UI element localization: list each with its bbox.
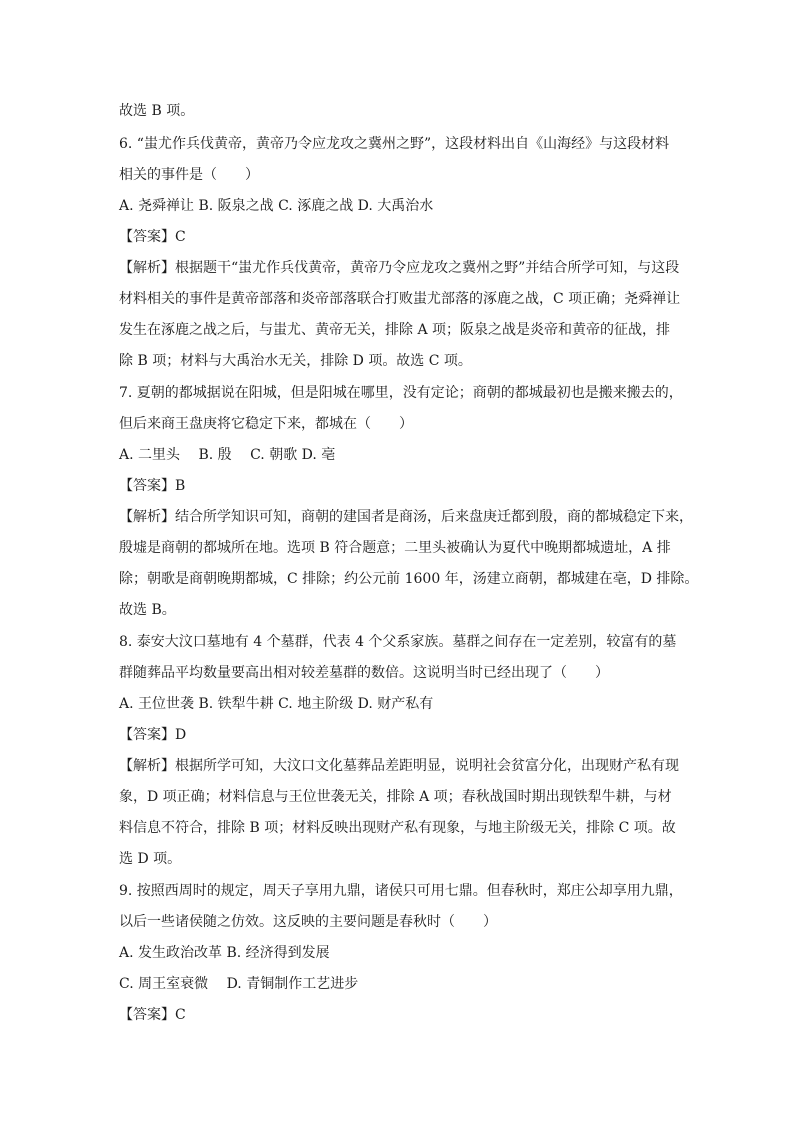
question-7-answer: 【答案】B — [119, 478, 186, 494]
question-6-analysis-line-1: 【解析】根据题干“蚩尤作兵伐黄帝，黄帝乃令应龙攻之冀州之野”并结合所学可知，与这段 — [119, 260, 680, 276]
question-9-options-line-1: A. 发生政治改革 B. 经济得到发展 — [119, 945, 330, 961]
question-7-stem-line-1: 7. 夏朝的都城据说在阳城，但是阳城在哪里，没有定论；商朝的都城最初也是搬来搬去的， — [119, 385, 683, 401]
question-7-analysis-line-1: 【解析】结合所学知识可知，商朝的建国者是商汤，后来盘庚迁都到殷，商的都城稳定下来， — [119, 509, 693, 525]
question-6-stem-line-2: 相关的事件是（ ） — [119, 167, 259, 183]
question-6-answer: 【答案】C — [119, 229, 186, 245]
question-8-analysis-line-4: 选 D 项。 — [119, 851, 182, 867]
question-8-options: A. 王位世袭 B. 铁犁牛耕 C. 地主阶级 D. 财产私有 — [119, 696, 434, 712]
question-8-analysis-line-3: 料信息不符合，排除 B 项；材料反映出现财产私有现象，与地主阶级无关，排除 C 项。故 — [119, 820, 676, 836]
question-7-analysis-line-4: 故选 B。 — [119, 602, 176, 618]
question-6-stem-line-1: 6. “蚩尤作兵伐黄帝，黄帝乃令应龙攻之冀州之野”，这段材料出自《山海经》与这段材料 — [119, 136, 670, 152]
question-8-analysis-line-2: 象，D 项正确；材料信息与王位世袭无关，排除 A 项；春秋战国时期出现铁犁牛耕，与材 — [119, 789, 672, 805]
question-8-stem-line-2: 群随葬品平均数量要高出相对较差墓群的数倍。这说明当时已经出现了（ ） — [119, 665, 609, 681]
question-6-analysis-line-2: 材料相关的事件是黄帝部落和炎帝部落联合打败蚩尤部落的涿鹿之战，C 项正确；尧舜禅让 — [119, 291, 681, 307]
question-6-options: A. 尧舜禅让 B. 阪泉之战 C. 涿鹿之战 D. 大禹治水 — [119, 198, 434, 214]
question-8-analysis-line-1: 【解析】根据所学可知，大汶口文化墓葬品差距明显，说明社会贫富分化，出现财产私有现 — [119, 758, 679, 774]
question-6-analysis-line-3: 发生在涿鹿之战之后，与蚩尤、黄帝无关，排除 A 项；阪泉之战是炎帝和黄帝的征战，排 — [119, 322, 671, 338]
question-9-stem-line-2: 以后一些诸侯随之仿效。这反映的主要问题是春秋时（ ） — [119, 914, 497, 930]
question-8-answer: 【答案】D — [119, 727, 187, 743]
question-6-analysis-line-4: 除 B 项；材料与大禹治水无关，排除 D 项。故选 C 项。 — [119, 353, 472, 369]
question-7-analysis-line-3: 除；朝歌是商朝晚期都城，C 排除；约公元前 1600 年，汤建立商朝，都城建在亳，D 排除。 — [119, 571, 699, 587]
question-9-stem-line-1: 9. 按照西周时的规定，周天子享用九鼎，诸侯只可用七鼎。但春秋时，郑庄公却享用九鼎， — [119, 883, 683, 899]
question-7-options: A. 二里头 B. 殷 C. 朝歌 D. 亳 — [119, 447, 336, 463]
question-7-stem-line-2: 但后来商王盘庚将它稳定下来，都城在（ ） — [119, 416, 413, 432]
question-9-answer: 【答案】C — [119, 1007, 186, 1023]
question-9-options-line-2: C. 周王室衰微 D. 青铜制作工艺进步 — [119, 976, 359, 992]
prev-answer-conclusion: 故选 B 项。 — [119, 103, 195, 119]
question-7-analysis-line-2: 殷墟是商朝的都城所在地。选项 B 符合题意；二里头被确认为夏代中晚期都城遗址，A 排 — [119, 540, 671, 556]
question-8-stem-line-1: 8. 泰安大汶口墓地有 4 个墓群，代表 4 个父系家族。墓群之间存在一定差别，较富有的墓 — [119, 634, 677, 650]
